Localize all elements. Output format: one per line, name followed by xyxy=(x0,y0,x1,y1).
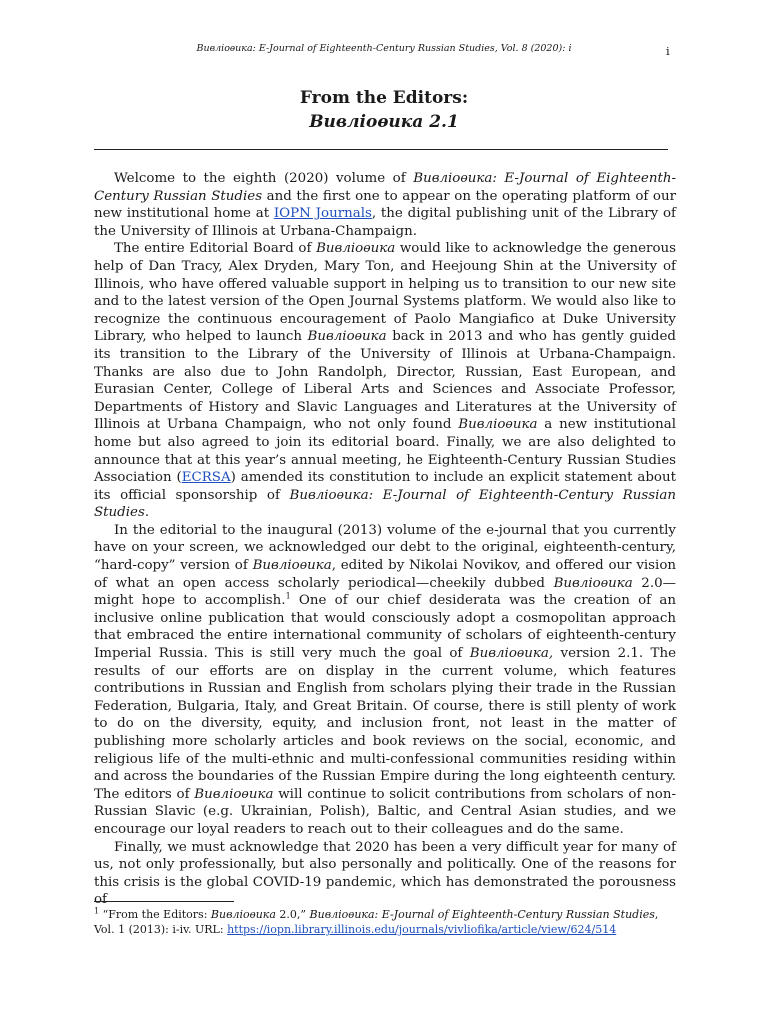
text: version 2.1. The results of our efforts are on display in the current volume, which features contributions in Russian and English from scholars plying their trade in the Russian Federation, Bulgaria, Italy, and Great Britain. Of course, there is still plenty of work to do on the diversity, equity, and inclusion front, not least in the matter of publishing more scholarly articles and book reviews on the social, economic, and religious life of the multi-ethnic and multi-confessional communities residing within and across the boundaries of the Russian Empire during the long eighteenth century. The editors of xyxy=(94,646,676,802)
journal-title: Вивліоѳика: E-Journal of Eighteenth-Century Russian Studies xyxy=(309,908,655,921)
journal-title: Вивліоѳика xyxy=(458,417,538,433)
text: In the editorial to the inaugural (2013) volume of the e-journal that you currently have on your screen, we acknowledged our debt to the original, eighteenth-century, “hard-copy” version of xyxy=(94,522,676,574)
text: One of our chief desiderata was the creation of an inclusive online publication that would consciously adopt a cosmopolitan approach that embraced the entire international community of scholars of eighteenth-century Imperial Russia. This is still very much the goal of xyxy=(94,593,676,662)
paragraph-4 xyxy=(94,839,676,909)
text: will continue to solicit contributions from scholars of non-Russian Slavic (e.g. Ukrainian, Polish), Baltic, and Central Asian studies, and we encourage our loyal readers to reach out to their colleagues and do the same. xyxy=(94,786,676,837)
text: Welcome to the eighth (2020) volume of xyxy=(114,171,414,186)
page-subtitle: Вивліоѳика 2.1 xyxy=(309,112,459,132)
journal-title: Вивліоѳика xyxy=(194,786,274,802)
running-header-meta: , Vol. 8 (2020): i xyxy=(494,43,572,54)
text: , the digital publishing unit of the Library of the University of Illinois at Urbana-Champaign. xyxy=(94,206,676,239)
title-rule xyxy=(94,149,668,150)
journal-title: Вивліоѳика, xyxy=(469,646,554,662)
text: 2.0,” xyxy=(275,908,310,921)
text: 2.0—might hope to accomplish. xyxy=(94,575,676,609)
footnote-1 xyxy=(94,907,676,937)
footnote-number: 1 xyxy=(94,906,100,916)
iopn-journals-link[interactable]: IOPN Journals xyxy=(273,206,372,222)
text: , edited by Nikolai Novikov, and offered our vision of what an open access scholarly periodical—cheekily dubbed xyxy=(94,558,677,591)
page-title: From the Editors: xyxy=(299,88,469,108)
journal-title: Вивліоѳика: E-Journal of Eighteenth-Century Russian Studies xyxy=(94,171,676,204)
journal-title: Вивліоѳика xyxy=(316,241,396,257)
text: The entire Editorial Board of xyxy=(114,241,317,257)
paragraph-2 xyxy=(94,240,676,522)
journal-title: Вивліоѳика xyxy=(307,329,387,345)
journal-title: Вивліоѳика xyxy=(252,558,332,574)
text: ) amended its constitution to include an explicit statement about its official sponsorship of xyxy=(94,470,676,503)
running-header xyxy=(0,43,768,54)
paragraph-1 xyxy=(94,170,676,240)
text: “From the Editors: xyxy=(99,908,211,921)
article-body xyxy=(94,170,676,909)
footnote-ref[interactable]: 1 xyxy=(285,591,291,601)
ecrsa-link[interactable]: ECRSA xyxy=(181,470,231,486)
text: and the first one to appear on the operating platform of our new institutional home at xyxy=(94,188,677,222)
text: , Vol. 1 (2013): i-iv. URL: xyxy=(94,908,659,936)
journal-title: Вивліоѳика xyxy=(553,575,633,591)
paragraph-3 xyxy=(94,522,676,839)
text: back in 2013 and who has gently guided its transition to the Library of the University of Illinois at Urbana-Champaign. Thanks are also due to John Randolph, Director, Russian, East European, and Eurasian Center, College of Liberal Arts and Sciences and Associate Professor, Departments of History and Slavic Languages and Literatures at the University of Illinois at Urbana Champaign, who not only found xyxy=(94,329,676,433)
footnote-url-link[interactable]: https://iopn.library.illinois.edu/journals/vivliofika/article/view/624/514 xyxy=(227,923,617,936)
footnote-rule xyxy=(94,901,234,902)
text: a new institutional home but also agreed to join its editorial board. Finally, we are also delighted to announce that at this year’s annual meeting, he Eighteenth-Century Russian Studies Association ( xyxy=(94,417,676,486)
text: . xyxy=(144,505,150,521)
journal-title: Вивліоѳика: E-Journal of Eighteenth-Century Russian Studies xyxy=(94,487,676,521)
running-header-journal: Вивліоѳика: E-Journal of Eighteenth-Century Russian Studies xyxy=(196,43,495,54)
journal-title: Вивліоѳика xyxy=(210,908,276,921)
text: Finally, we must acknowledge that 2020 has been a very difficult year for many of us, not only professionally, but also personally and politically. One of the reasons for this crisis is the global COVID-19 pandemic, which has demonstrated the porousness of xyxy=(94,839,676,908)
text: would like to acknowledge the generous help of Dan Tracy, Alex Dryden, Mary Ton, and Heejoung Shin at the University of Illinois, who have offered valuable support in helping us to transition to our new site and to the latest version of the Open Journal Systems platform. We would also like to recognize the continuous encouragement of Paolo Mangiafico at Duke University Library, who helped to launch xyxy=(94,241,677,345)
page-number: i xyxy=(666,44,670,58)
